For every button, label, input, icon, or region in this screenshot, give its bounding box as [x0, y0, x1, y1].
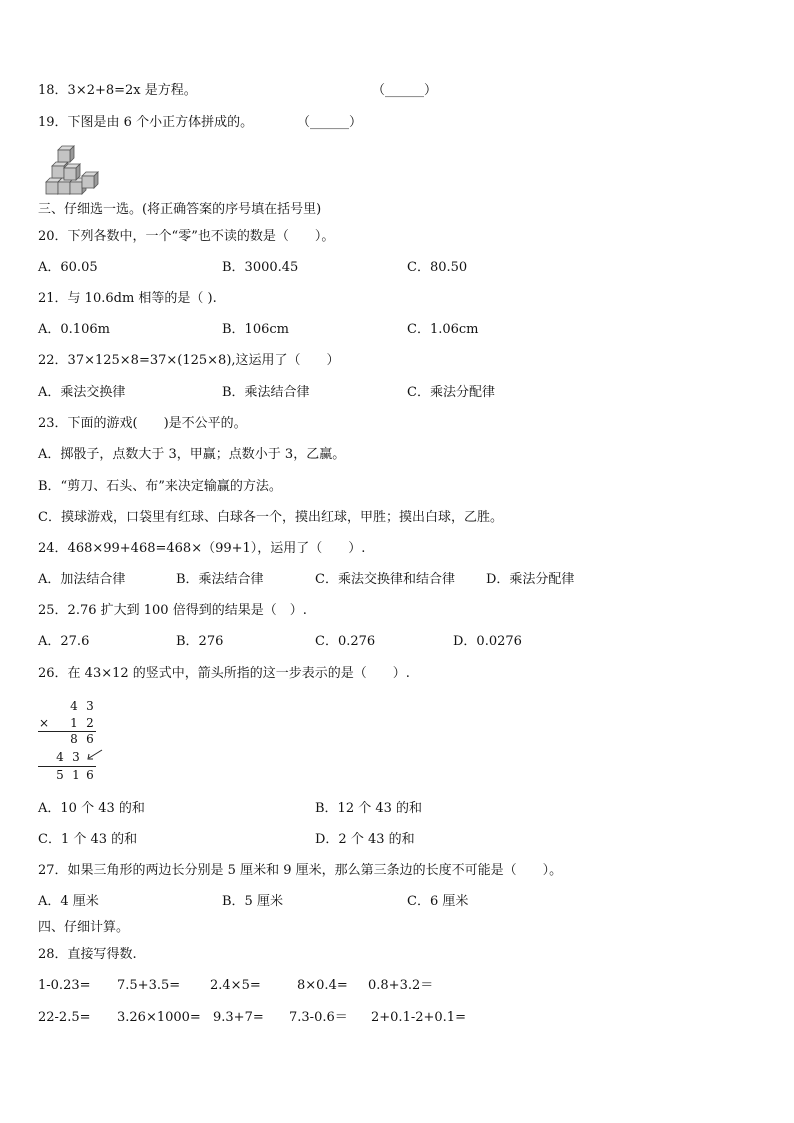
question-22-option-b[interactable]: B．乘法结合律: [222, 385, 310, 400]
vm-digit: 6: [86, 768, 94, 782]
question-25-option-d[interactable]: D．0.0276: [453, 634, 522, 649]
vm-digit: 8: [70, 732, 78, 746]
vm-digit: 5: [56, 768, 64, 782]
calc-item[interactable]: 8×0.4=: [297, 978, 348, 993]
calc-item[interactable]: 2.4×5=: [210, 978, 261, 993]
question-27-text: 27．如果三角形的两边长分别是 5 厘米和 9 厘米，那么第三条边的长度不可能是（ ）。: [38, 863, 563, 878]
question-25-text: 25．2.76 扩大到 100 倍得到的结果是（ ）.: [38, 603, 307, 618]
calc-item[interactable]: 22-2.5=: [38, 1010, 91, 1025]
section-4-heading: 四、仔细计算。: [38, 920, 130, 935]
question-21-option-b[interactable]: B．106cm: [222, 322, 289, 337]
vm-digit: 3: [86, 699, 94, 713]
question-27-option-a[interactable]: A．4 厘米: [38, 894, 99, 909]
question-25-option-c[interactable]: C．0.276: [315, 634, 376, 649]
section-3-heading: 三、仔细选一选。(将正确答案的序号填在括号里): [38, 202, 322, 217]
question-23-option-b[interactable]: B．“剪刀、石头、布”来决定输赢的方法。: [38, 479, 282, 494]
question-22-text: 22．37×125×8=37×(125×8),这运用了（ ）: [38, 353, 340, 368]
question-24-option-d[interactable]: D．乘法分配律: [486, 572, 575, 587]
vertical-multiplication: [36, 698, 116, 782]
question-20-option-c[interactable]: C．80.50: [407, 260, 468, 275]
question-23-option-a[interactable]: A．掷骰子，点数大于 3，甲赢；点数小于 3，乙赢。: [38, 447, 346, 462]
question-20-text: 20．下列各数中，一个“零”也不读的数是（ ）。: [38, 229, 335, 244]
question-27-option-c[interactable]: C．6 厘米: [407, 894, 469, 909]
question-24-option-b[interactable]: B．乘法结合律: [176, 572, 264, 587]
question-26-option-a[interactable]: A．10 个 43 的和: [38, 801, 145, 816]
question-24-text: 24．468×99+468=468×（99+1），运用了（ ）.: [38, 541, 366, 556]
question-21-text: 21．与 10.6dm 相等的是（ ).: [38, 291, 217, 306]
question-23-option-c[interactable]: C．摸球游戏，口袋里有红球、白球各一个，摸出红球，甲胜；摸出白球，乙胜。: [38, 510, 503, 525]
calc-item[interactable]: 2+0.1-2+0.1=: [371, 1010, 466, 1025]
calc-item[interactable]: 9.3+7=: [213, 1010, 264, 1025]
vm-digit: 1: [70, 716, 78, 730]
question-24-option-c[interactable]: C．乘法交换律和结合律: [315, 572, 455, 587]
question-26-text: 26．在 43×12 的竖式中，箭头所指的这一步表示的是（ ）.: [38, 666, 410, 681]
vm-digit: 4: [56, 750, 64, 764]
vm-digit: 4: [70, 699, 78, 713]
question-21-option-a[interactable]: A．0.106m: [38, 322, 110, 337]
question-26-option-b[interactable]: B．12 个 43 的和: [315, 801, 423, 816]
question-22-option-c[interactable]: C．乘法分配律: [407, 385, 495, 400]
question-21-option-c[interactable]: C．1.06cm: [407, 322, 479, 337]
question-26-option-c[interactable]: C．1 个 43 的和: [38, 832, 138, 847]
arrow-icon: [86, 748, 104, 762]
question-26-option-d[interactable]: D．2 个 43 的和: [315, 832, 415, 847]
question-28-text: 28．直接写得数.: [38, 947, 137, 962]
vm-digit: 1: [72, 768, 80, 782]
question-18-answer-blank[interactable]: （______）: [372, 83, 438, 98]
question-25-option-a[interactable]: A．27.6: [38, 634, 90, 649]
question-23-text: 23．下面的游戏( )是不公平的。: [38, 416, 247, 431]
calc-item[interactable]: 1-0.23=: [38, 978, 91, 993]
question-19-answer-blank[interactable]: （______）: [297, 115, 363, 130]
vm-digit: 3: [72, 750, 80, 764]
question-27-option-b[interactable]: B．5 厘米: [222, 894, 283, 909]
calc-item[interactable]: 7.3-0.6＝: [289, 1010, 348, 1025]
cube-stack-figure: [44, 142, 100, 196]
question-22-option-a[interactable]: A．乘法交换律: [38, 385, 126, 400]
question-20-option-a[interactable]: A．60.05: [38, 260, 98, 275]
question-18-text: 18．3×2+8=2x 是方程。: [38, 83, 197, 98]
vm-digit: 6: [86, 732, 94, 746]
calc-item[interactable]: 0.8+3.2＝: [368, 978, 434, 993]
question-20-option-b[interactable]: B．3000.45: [222, 260, 299, 275]
vm-digit: 2: [86, 716, 94, 730]
question-25-option-b[interactable]: B．276: [176, 634, 224, 649]
question-18: [38, 82, 197, 100]
times-sign: ×: [38, 716, 50, 730]
question-19-text: 19．下图是由 6 个小正方体拼成的。: [38, 115, 254, 130]
question-24-option-a[interactable]: A．加法结合律: [38, 572, 126, 587]
calc-item[interactable]: 7.5+3.5=: [117, 978, 181, 993]
calc-item[interactable]: 3.26×1000=: [117, 1010, 201, 1025]
question-19: [38, 114, 253, 132]
